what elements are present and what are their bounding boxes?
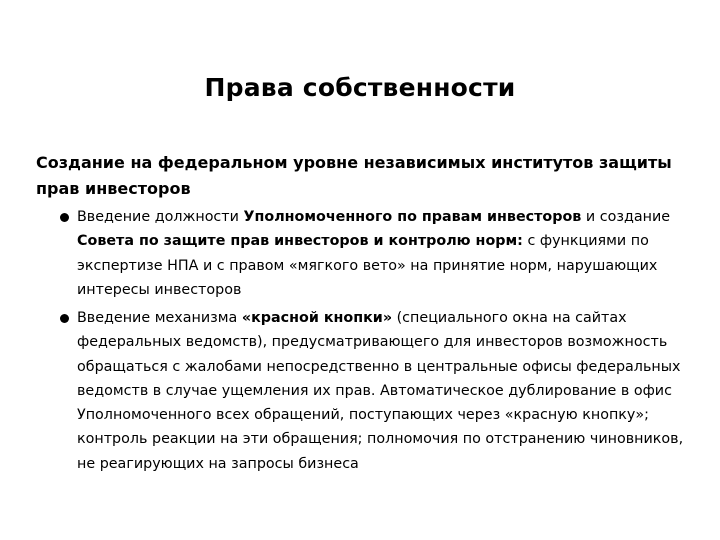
bullet-item-red-button	[77, 306, 689, 476]
bullet-item-ombudsman	[77, 205, 689, 302]
bullet-text: с функциями по экспертизе НПА и с правом «мягкого вето» на принятие норм, нарушающих интересы инвесторов	[77, 233, 658, 298]
bullet-bold-text: Совета по защите прав инвесторов и контролю норм:	[77, 233, 523, 250]
bullet-bold-text: «красной кнопки»	[241, 310, 393, 326]
bullet-text: (специального окна на сайтах федеральных ведомств), предусматривающего для инвесторов возможность обращаться с жалобами непосредственно в центральные офисы федеральных ведомств в случае ущемления их прав. Автоматическое дублирование в офис Уполномоченного всех обращений, поступающих через «красную кнопку»; контроль реакции на эти обращения; полномочия по отстранению чиновников, не реагирующих на запросы бизнеса	[77, 310, 684, 472]
bullet-dot-icon	[60, 314, 69, 323]
bullet-text: Введение механизма	[77, 310, 242, 326]
bullet-text: и создание	[581, 209, 671, 225]
lead-paragraph: Создание на федеральном уровне независимых институтов защиты прав инвесторов	[36, 153, 672, 198]
bullet-bold-text: Уполномоченного по правам инвесторов	[243, 209, 582, 225]
bullet-dot-icon	[60, 213, 69, 222]
slide-title: Права собственности	[204, 73, 516, 102]
bullet-text: Введение должности	[77, 209, 244, 225]
